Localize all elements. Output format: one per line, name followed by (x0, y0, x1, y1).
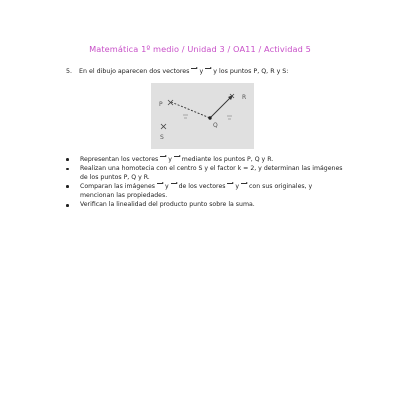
label-r: R (242, 94, 247, 101)
bullet-dot (66, 204, 69, 207)
bullet-dot (66, 158, 69, 161)
exercise-statement (66, 67, 288, 76)
exercise-intro-conj: y (199, 68, 204, 75)
bullet-3-conj2: y (235, 183, 240, 191)
point-q (208, 116, 211, 119)
list-item (66, 155, 346, 165)
label-p: P (159, 101, 163, 108)
vector-v-symbol (241, 182, 247, 189)
bullet-1-conj: y (168, 156, 172, 163)
bullet-1-part2: mediante los puntos P, Q y R. (181, 156, 274, 163)
exercise-intro-part2: y los puntos P, Q, R y S: (213, 68, 289, 75)
bullet-2-text: Realizan una homotecia con el centro S y el factor k = 2, y determinan las imágenes de los puntos P, Q y R. (80, 164, 343, 181)
list-item (66, 165, 346, 183)
bullet-3-conj1: y (164, 183, 169, 191)
vector-u-symbol (191, 67, 197, 74)
label-q: Q (213, 122, 218, 129)
vector-v-label (227, 116, 232, 119)
activity-list (66, 155, 346, 210)
vector-u-symbol (227, 182, 233, 189)
bullet-4-text: Verifican la linealidad del producto punto sobre la suma. (80, 200, 255, 208)
list-item (66, 182, 346, 201)
segment-qr (210, 97, 231, 118)
segment-pq (171, 102, 210, 118)
bullet-dot (66, 185, 69, 188)
vector-v-symbol (174, 155, 180, 162)
vector-figure (151, 83, 254, 149)
bullet-dot (66, 168, 69, 171)
exercise-intro-part1: En el dibujo aparecen dos vectores (79, 68, 190, 75)
list-item (66, 201, 346, 210)
bullet-3-part1: Comparan las imágenes (80, 183, 156, 191)
label-s: S (160, 134, 164, 141)
vector-u-label (183, 115, 188, 118)
bullet-3-part3: con sus originales, y mencionan las propiedades. (80, 183, 313, 200)
vector-v-symbol (205, 67, 211, 74)
point-s-marker (161, 124, 166, 129)
exercise-number: 5. (66, 68, 73, 75)
vector-u-symbol (160, 155, 166, 162)
vector-v-prime-symbol (171, 182, 177, 189)
vector-u-prime-symbol (157, 182, 163, 189)
bullet-3-part2: de los vectores (178, 183, 226, 191)
page-header: Matemática 1º medio / Unidad 3 / OA11 / Actividad 5 (89, 44, 311, 54)
vector-diagram (151, 83, 254, 149)
bullet-1-part1: Representan los vectores (80, 156, 159, 163)
